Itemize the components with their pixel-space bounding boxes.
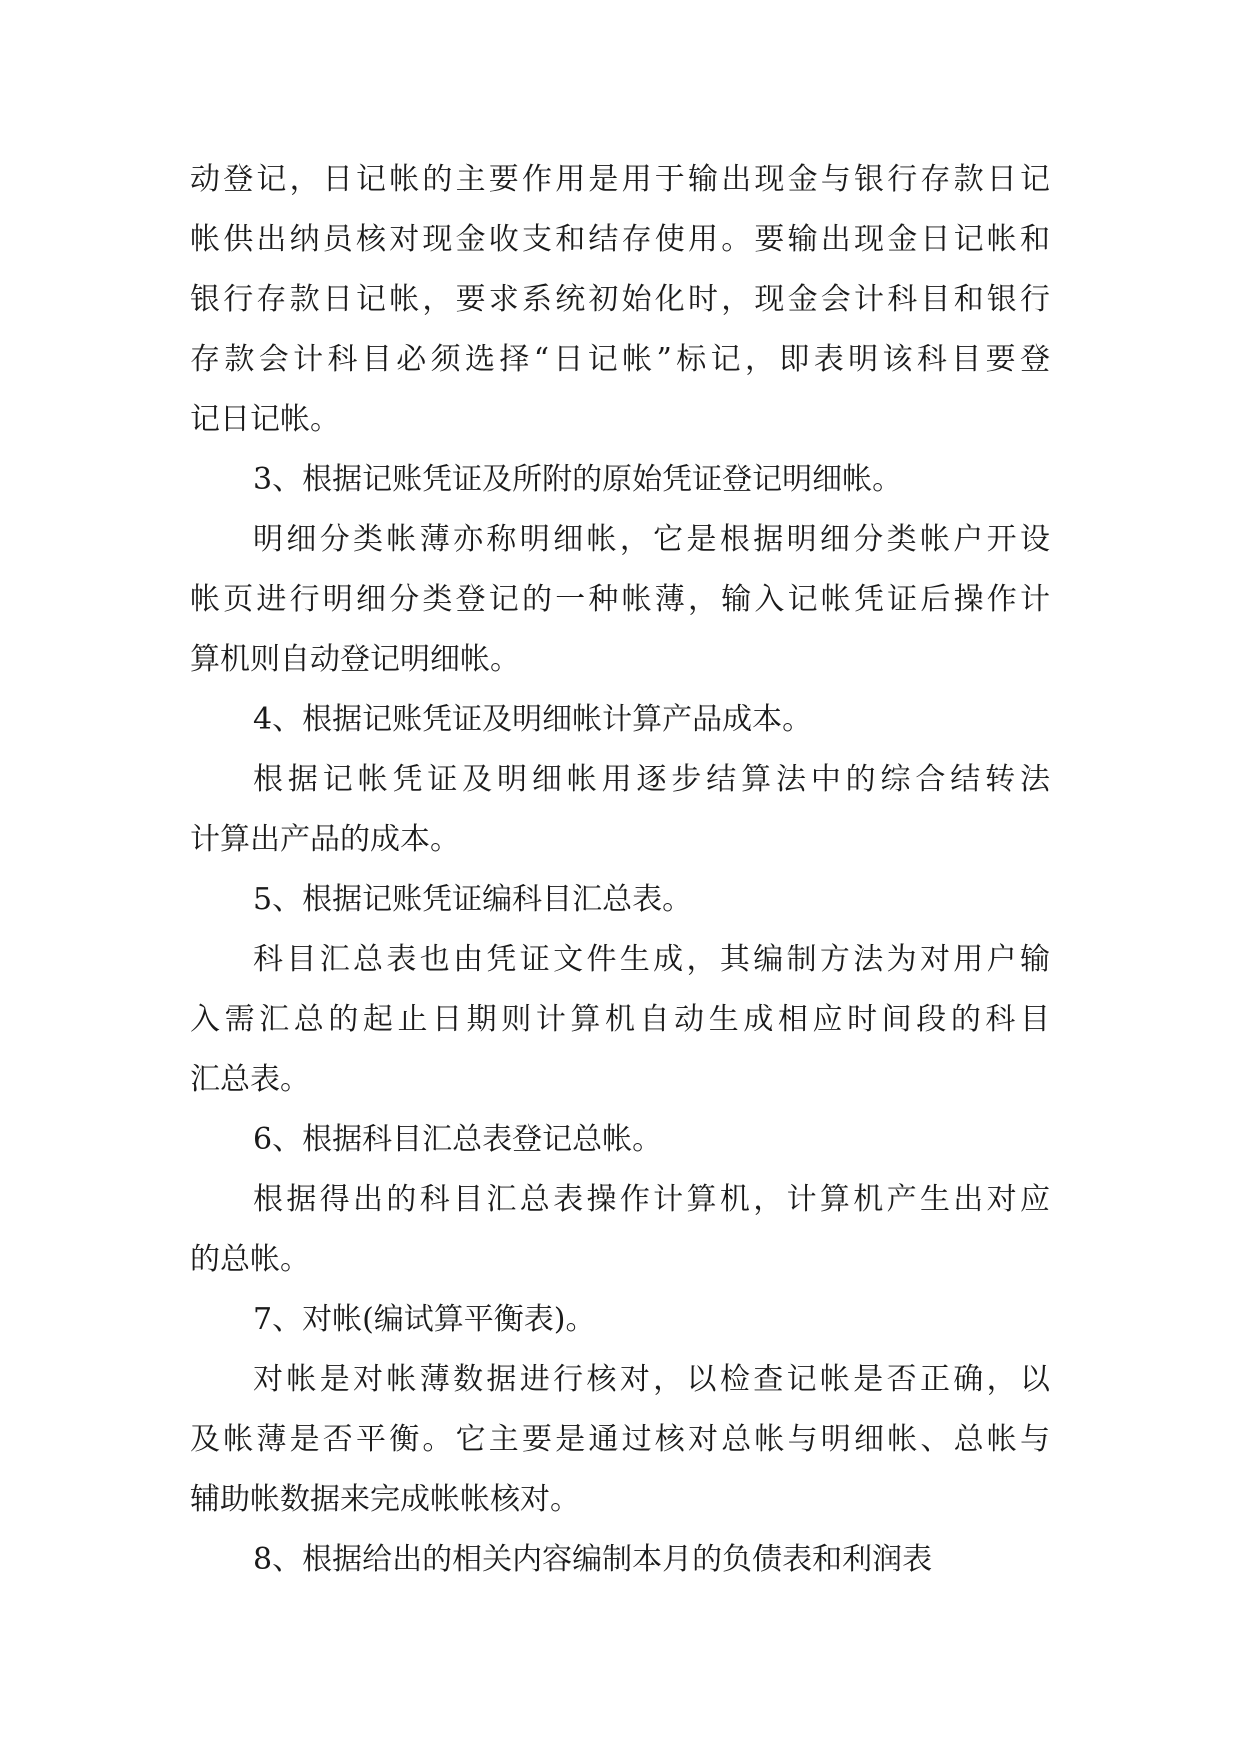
section-heading: 5、根据记账凭证编科目汇总表。	[253, 882, 693, 917]
text-line: 帐页进行明细分类登记的一种帐薄，输入记帐凭证后操作计	[190, 582, 1050, 617]
text-line: 存款会计科目必须选择“日记帐”标记，即表明该科目要登	[190, 342, 1050, 377]
text-line: 及帐薄是否平衡。它主要是通过核对总帐与明细帐、总帐与	[190, 1422, 1050, 1457]
text-line: 根据得出的科目汇总表操作计算机，计算机产生出对应	[253, 1182, 1050, 1217]
text-line: 对帐是对帐薄数据进行核对，以检查记帐是否正确，以	[253, 1362, 1050, 1397]
text-line: 记日记帐。	[190, 402, 340, 437]
text-line: 计算出产品的成本。	[190, 822, 460, 857]
section-heading: 4、根据记账凭证及明细帐计算产品成本。	[253, 702, 813, 737]
text-line: 动登记，日记帐的主要作用是用于输出现金与银行存款日记	[190, 162, 1050, 197]
section-heading: 6、根据科目汇总表登记总帐。	[253, 1122, 663, 1157]
section-heading: 3、根据记账凭证及所附的原始凭证登记明细帐。	[253, 462, 903, 497]
text-line: 算机则自动登记明细帐。	[190, 642, 520, 677]
text-line: 银行存款日记帐，要求系统初始化时，现金会计科目和银行	[190, 282, 1050, 317]
text-line: 科目汇总表也由凭证文件生成，其编制方法为对用户输	[253, 942, 1050, 977]
text-line: 明细分类帐薄亦称明细帐，它是根据明细分类帐户开设	[253, 522, 1050, 557]
text-line: 根据记帐凭证及明细帐用逐步结算法中的综合结转法	[253, 762, 1050, 797]
section-heading: 8、根据给出的相关内容编制本月的负债表和利润表	[253, 1542, 933, 1577]
text-line: 入需汇总的起止日期则计算机自动生成相应时间段的科目	[190, 1002, 1050, 1037]
text-line: 汇总表。	[190, 1062, 310, 1097]
text-line: 的总帐。	[190, 1242, 310, 1277]
text-line: 辅助帐数据来完成帐帐核对。	[190, 1482, 580, 1517]
text-line: 帐供出纳员核对现金收支和结存使用。要输出现金日记帐和	[190, 222, 1050, 257]
section-heading: 7、对帐(编试算平衡表)。	[253, 1302, 596, 1337]
